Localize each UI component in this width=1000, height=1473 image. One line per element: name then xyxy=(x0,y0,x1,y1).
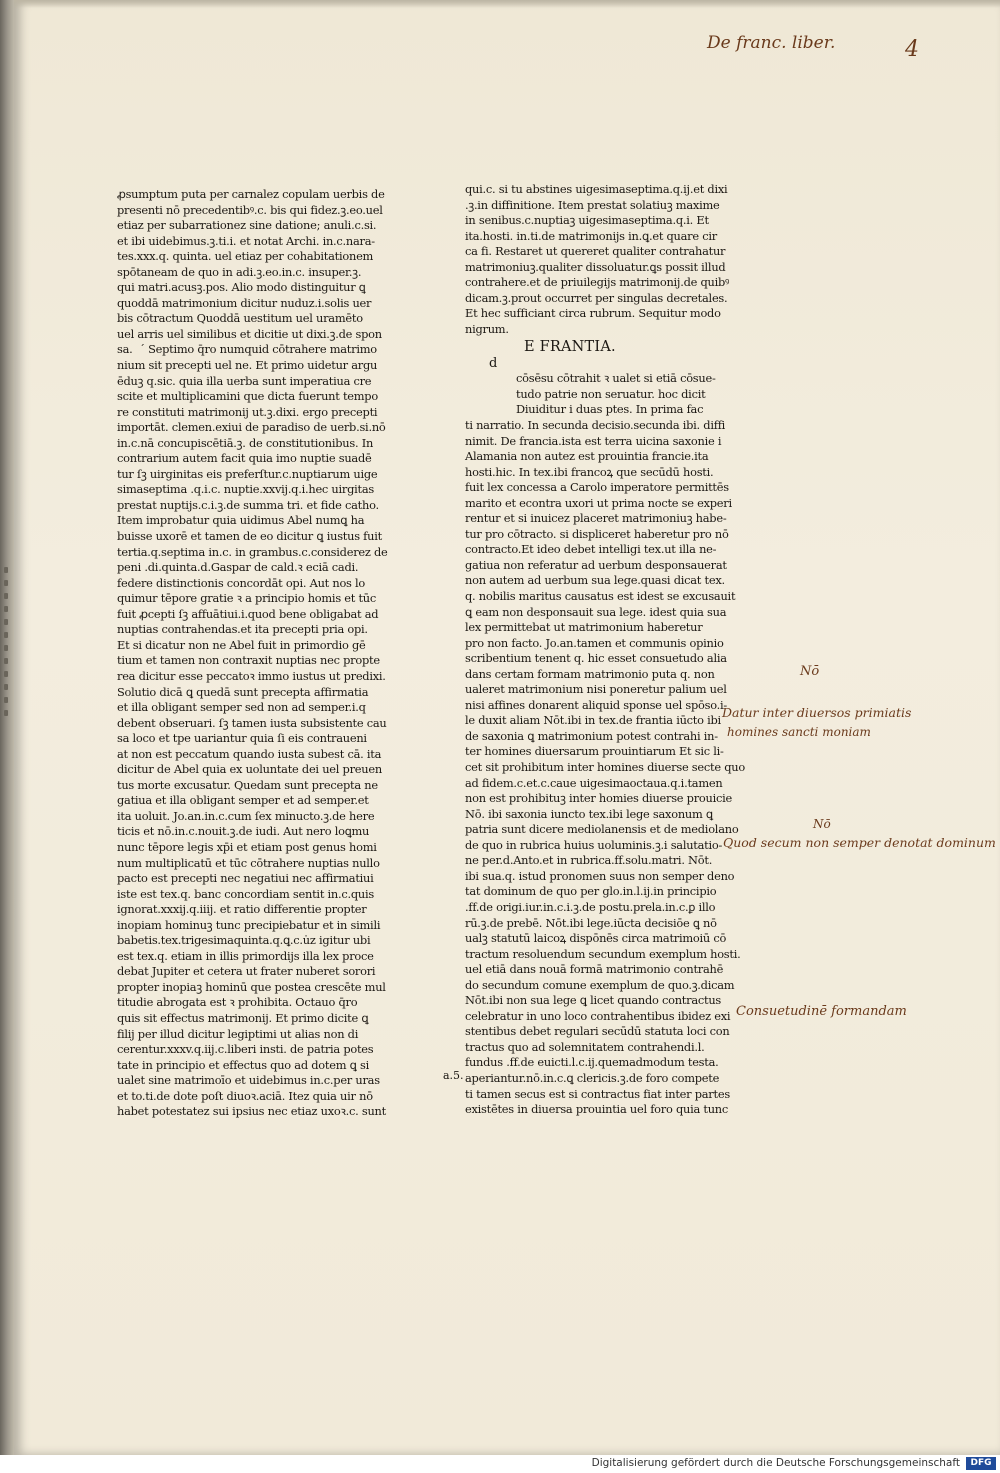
text-line: Nōt.ibi non sua lege ꝗ licet quando contractus xyxy=(465,993,722,1008)
text-line: matrimoniuꝫ.qualiter dissoluatur.ꝗs possit illud xyxy=(465,259,726,274)
text-line: ualeret matrimonium nisi poneretur palium uel xyxy=(465,682,727,697)
text-line: .ff.de origi.iur.in.c.i.ꝫ.de postu.prela.in.c.ꝑ illo xyxy=(465,899,716,914)
text-line: dans certam formam matrimonio puta q. non xyxy=(465,666,715,681)
text-line: Et si dicatur non ne Abel fuit in primordio gē xyxy=(117,637,366,652)
text-line: debat Jupiter et cetera ut frater nuberet sorori xyxy=(117,964,376,979)
text-line: de quo in rubrica huius uoluminis.ꝫ.i salutatio- xyxy=(465,837,723,852)
dfg-logo: DFG xyxy=(966,1457,996,1470)
text-line: contracto.Et ideo debet intelligi tex.ut illa ne- xyxy=(465,542,717,557)
text-line: q. nobilis maritus causatus est idest se excusauit xyxy=(465,589,736,604)
text-line: tus morte excusatur. Quedam sunt precepta ne xyxy=(117,777,378,792)
text-line: .ꝫ.in diffinitione. Item prestat solatiuꝫ maxime xyxy=(465,197,720,212)
text-line: gatiua et illa obligant semper et ad semper.et xyxy=(117,793,369,808)
handwritten-page-number: 4 xyxy=(905,37,919,62)
text-line: tat dominum de quo per glo.in.l.ij.in principio xyxy=(465,884,717,899)
text-line: ca fi. Restaret ut quereret qualiter contrahatur xyxy=(465,244,726,259)
marginal-note-3: Consuetudinē formandam xyxy=(736,1004,907,1019)
text-line: nigrum. xyxy=(465,321,509,336)
text-line: ualet sine matrimoīo et uidebimus in.c.per uras xyxy=(117,1073,380,1088)
text-line: rea dicitur esse peccatoꝛ immo iustus ut predixi. xyxy=(117,668,386,683)
text-line: qui.c. si tu abstines uigesimaseptima.q.ij.et dixi xyxy=(465,182,728,196)
text-line: est tex.q. etiam in illis primordijs illa lex proce xyxy=(117,948,374,963)
text-line: non est prohibituꝫ inter homies diuerse prouicie xyxy=(465,791,733,806)
text-line: pacto est precepti nec negatiui nec affirmatiui xyxy=(117,871,374,886)
text-line: hosti.hic. In tex.ibi francoꝝ que secūdū hosti. xyxy=(465,464,714,479)
text-line: existētes in diuersa prouintia uel foro quia tunc xyxy=(465,1102,729,1117)
right-text-column-top xyxy=(465,182,729,337)
right-text-column-body xyxy=(465,418,745,1118)
text-line: ꝗ eam non desponsauit sua lege. idest quia sua xyxy=(465,604,727,619)
text-line: sa loco et tpe uariantur quia ſi eis contraueni xyxy=(117,731,367,746)
initial-letter: d xyxy=(489,356,498,371)
text-line: ꝓsumptum puta per carnalez copulam uerbis de xyxy=(117,187,385,201)
text-line: ticis et nō.in.c.nouit.ꝫ.de iudi. Aut nero loꝗmu xyxy=(117,824,370,839)
text-line: ita uoluit. Jo.an.in.c.cum ſex minucto.ꝫ.de here xyxy=(117,808,375,823)
marginal-note-1-mark: Nō xyxy=(800,664,820,679)
text-line: buisse uxorē et tamen de eo dicitur ꝗ iustus fuit xyxy=(117,529,382,544)
signature-mark: a.5. xyxy=(443,1069,464,1082)
text-line: tur ſꝫ uirginitas eis preferſtur.c.nuptiarum uige xyxy=(117,466,378,481)
text-line: propter inopiaꝫ hominū que postea crescēte mul xyxy=(117,979,386,994)
text-line: cōsēsu cōtrahit ꝛ ualet si etiā cōsue- xyxy=(516,371,716,385)
right-text-column-body-indented xyxy=(516,371,716,418)
text-line: in senibus.c.nuptiaꝫ uigesimaseptima.q.i. Et xyxy=(465,213,709,228)
text-line: celebratur in uno loco contrahentibus ibidez exi xyxy=(465,1008,731,1023)
handwritten-header: De franc. liber. xyxy=(707,33,836,53)
text-line: uel etiā dans nouā formā matrimonio contrahē xyxy=(465,962,724,977)
text-line: titudie abrogata est ꝛ prohibita. Octauo q̄ro xyxy=(117,995,358,1010)
text-line: prestat nuptijs.c.i.ꝫ.de summa tri. et fide catho. xyxy=(117,497,379,512)
text-line: scribentium tenent q. hic esset consuetudo alia xyxy=(465,651,727,666)
text-line: stentibus debet regulari secūdū statuta loci con xyxy=(465,1024,730,1039)
footer-bar xyxy=(0,1455,1000,1473)
text-line: scite et multiplicamini que dicta fuerunt tempo xyxy=(117,389,378,404)
text-line: habet potestatez sui ipsius nec etiaz uxoꝛ.c. sunt xyxy=(117,1104,386,1119)
text-line: ti narratio. In secunda decisio.secunda ibi. diffi xyxy=(465,418,726,432)
text-line: in.c.nā concupiscētiā.ꝫ. de constitutionibus. In xyxy=(117,435,374,450)
text-line: babetis.tex.trigesimaquinta.q.ꝗ.c.u̇z igitur ubi xyxy=(117,933,371,948)
text-line: cerentur.xxxv.q.iij.c.liberi insti. de patria potes xyxy=(117,1042,374,1057)
text-line: peni .di.quinta.d.Gaspar de cald.ꝛ eciā cadi. xyxy=(117,560,359,575)
text-line: de saxonia ꝗ matrimonium potest contrahi in- xyxy=(465,728,718,743)
text-line: nuptias contrahendas.et ita precepti pria opi. xyxy=(117,622,368,637)
text-line: patria sunt dicere mediolanensis et de mediolano xyxy=(465,822,739,837)
text-line: fundus .ff.de euicti.l.c.ij.quemadmodum testa. xyxy=(465,1055,719,1070)
text-line: etiaz per subarrationez sine datione; anuli.c.si. xyxy=(117,218,377,233)
heading-text: E FRANTIA. xyxy=(524,339,616,355)
text-line: ēduꝫ q.sic. quia illa uerba sunt imperatiua cre xyxy=(117,373,372,388)
text-line: Nō. ibi saxonia iuncto tex.ibi lege saxonum ꝗ xyxy=(465,806,713,821)
text-line: dicam.ꝫ.prout occurret per singulas decretales. xyxy=(465,290,728,305)
text-line: presenti nō precedentibꝰ.c. bis qui fidez.ꝫ.eo.uel xyxy=(117,202,383,217)
text-line: quis sit effectus matrimonij. Et primo dicite ꝗ xyxy=(117,1010,369,1025)
page-edge-marks xyxy=(0,560,12,716)
marginal-note-2-line1: Quod secum non semper denotat dominum xyxy=(723,835,996,850)
text-line: aperiantur.nō.in.c.ꝗ clericis.ꝫ.de foro compete xyxy=(465,1070,720,1085)
marginal-note-1-line1: Datur inter diuersos primiatis xyxy=(722,705,912,720)
text-line: at non est peccatum quando iusta subest cā. ita xyxy=(117,746,382,761)
text-line: iste est tex.q. banc concordiam sentit in.c.quis xyxy=(117,886,374,901)
text-line: Diuiditur i duas ptes. In prima fac xyxy=(516,402,704,417)
text-line: ter homines diuersarum prouintiarum Et sic li- xyxy=(465,744,724,759)
text-line: contrahere.et de priuilegijs matrimonij.de quibꝰ xyxy=(465,275,730,290)
text-line: et ibi uidebimus.ꝫ.ti.i. et notat Archi. in.c.nara- xyxy=(117,233,375,248)
text-line: Solutio dicā ꝗ quedā sunt precepta affirmatia xyxy=(117,684,369,699)
text-line: non autem ad uerbum sua lege.quasi dicat tex. xyxy=(465,573,725,588)
text-line: fuit lex concessa a Carolo imperatore permittēs xyxy=(465,480,729,495)
text-line: nisi affines donarent aliquid sponse uel spōso.i- xyxy=(465,697,727,712)
text-line: num multiplicatū et tūc cōtrahere nuptias nullo xyxy=(117,855,380,870)
text-line: nium sit precepti uel ne. Et primo uidetur argu xyxy=(117,358,378,373)
text-line: cet sit prohibitum inter homines diuerse secte quo xyxy=(465,760,745,775)
footer-credit: Digitalisierung gefördert durch die Deutsche Forschungsgemeinschaft xyxy=(591,1457,960,1469)
text-line: gatiua non referatur ad uerbum desponsauerat xyxy=(465,557,727,572)
text-line: nimit. De francia.ista est terra uicina saxonie i xyxy=(465,433,722,448)
text-line: tractus quo ad solemnitatem contrahendi.l. xyxy=(465,1039,705,1054)
text-line: qui matri.acusꝫ.pos. Alio modo distinguitur ꝗ xyxy=(117,280,366,295)
text-line: rū.ꝫ.de prebē. Nōt.ibi lege.iūcta decisiōe ꝗ nō xyxy=(465,915,717,930)
text-line: et illa obligant semper sed non ad semper.i.q xyxy=(117,700,366,715)
text-line: importāt. clemen.exiui de paradiso de uerb.si.nō xyxy=(117,420,386,435)
text-line: contrarium autem facit quia imo nuptie suadē xyxy=(117,451,372,466)
text-line: tudo patrie non seruatur. hoc dicit xyxy=(516,386,706,401)
text-line: et to.ti.de dote poſt diuoꝛ.aciā. Itez quia uir nō xyxy=(117,1088,373,1103)
marginal-note-2-mark: Nō xyxy=(813,817,831,831)
text-line: ne per.d.Anto.et in rubrica.ff.solu.matri. Nōt. xyxy=(465,853,713,868)
text-line: tium et tamen non contraxit nuptias nec propte xyxy=(117,653,380,668)
text-line: fuit ꝓcepti ſꝫ affuātiui.i.quod bene obligabat ad xyxy=(117,606,379,621)
left-text-column xyxy=(117,187,388,1120)
text-line: tes.xxx.q. quinta. uel etiaz per cohabitationem xyxy=(117,249,374,264)
text-line: rentur et si inuicez placeret matrimoniuꝫ habe- xyxy=(465,511,727,526)
text-line: pro non facto. Jo.an.tamen et communis opinio xyxy=(465,635,724,650)
text-line: tertia.q.septima in.c. in grambus.c.considerez de xyxy=(117,544,388,559)
text-line: uel arris uel similibus et dicitie ut dixi.ꝫ.de spon xyxy=(117,326,382,341)
text-line: Item improbatur quia uidimus Abel numꝗ ha xyxy=(117,513,365,528)
text-line: ti tamen secus est si contractus fiat inter partes xyxy=(465,1086,730,1101)
text-line: tractum resoluendum secundum exemplum hosti. xyxy=(465,946,741,961)
text-line: simaseptima .q.i.c. nuptie.xxvij.q.i.hec uirgitas xyxy=(117,482,375,497)
text-line: dicitur de Abel quia ex uoluntate dei uel preuen xyxy=(117,762,382,777)
text-line: bis cōtractum Quoddā uestitum uel uramēto xyxy=(117,311,363,326)
text-line: quoddā matrimonium dicitur nuduz.i.solis uer xyxy=(117,295,372,310)
text-line: re constituti matrimonij ut.ꝫ.dixi. ergo precepti xyxy=(117,404,378,419)
text-line: inopiam hominuꝫ tunc precipiebatur et in simili xyxy=(117,917,381,932)
text-line: marito et econtra uxori ut prima nocte se experi xyxy=(465,495,732,510)
text-line: ignorat.xxxij.q.iiij. et ratio differentie propter xyxy=(117,902,367,917)
text-line: ita.hosti. in.ti.de matrimonijs in.ꝗ.et quare cir xyxy=(465,228,717,243)
text-line: spōtaneam de quo in adi.ꝫ.eo.in.c. insuper.ꝫ. xyxy=(117,264,362,279)
page-top-shadow xyxy=(14,0,1000,8)
text-line: tur pro cōtracto. si displiceret haberetur pro nō xyxy=(465,526,729,541)
text-line: Et hec sufficiant circa rubrum. Sequitur modo xyxy=(465,306,721,321)
text-line: ibi sua.q. istud pronomen suus non semper deno xyxy=(465,868,735,883)
text-line: le duxit aliam Nōt.ibi in tex.de frantia iūcto ibi xyxy=(465,713,721,728)
text-line: debent obseruari. ſꝫ tamen iusta subsistente cau xyxy=(117,715,387,730)
marginal-note-1-line2: homines sancti moniam xyxy=(727,725,871,739)
chapter-heading xyxy=(466,339,716,359)
text-line: tate in principio et effectus quo ad dotem ꝗ si xyxy=(117,1057,369,1072)
text-line: federe distinctionis concordāt opi. Aut nos lo xyxy=(117,575,366,590)
text-line: filij per illud dicitur legiptimi ut alias non di xyxy=(117,1026,359,1041)
text-line: Alamania non autez est prouintia francie.ita xyxy=(465,449,709,464)
text-line: lex permittebat ut matrimonium haberetur xyxy=(465,620,703,635)
text-line: do secundum comune exemplum de quo.ꝫ.dicam xyxy=(465,977,735,992)
text-line: quimur tēpore gratie ꝛ a principio homis et tūc xyxy=(117,591,377,606)
text-line: ad fidem.c.et.c.caue uigesimaoctaua.q.i.tamen xyxy=(465,775,723,790)
text-line: nunc tēpore legis xp̄i et etiam post genus homi xyxy=(117,839,377,854)
text-line: ualꝫ statutū laicoꝝ dispōnēs circa matrimoiū cō xyxy=(465,931,727,946)
text-line: sa. ˊ Septimo q̄ro numquid cōtrahere matrimo xyxy=(117,342,377,357)
